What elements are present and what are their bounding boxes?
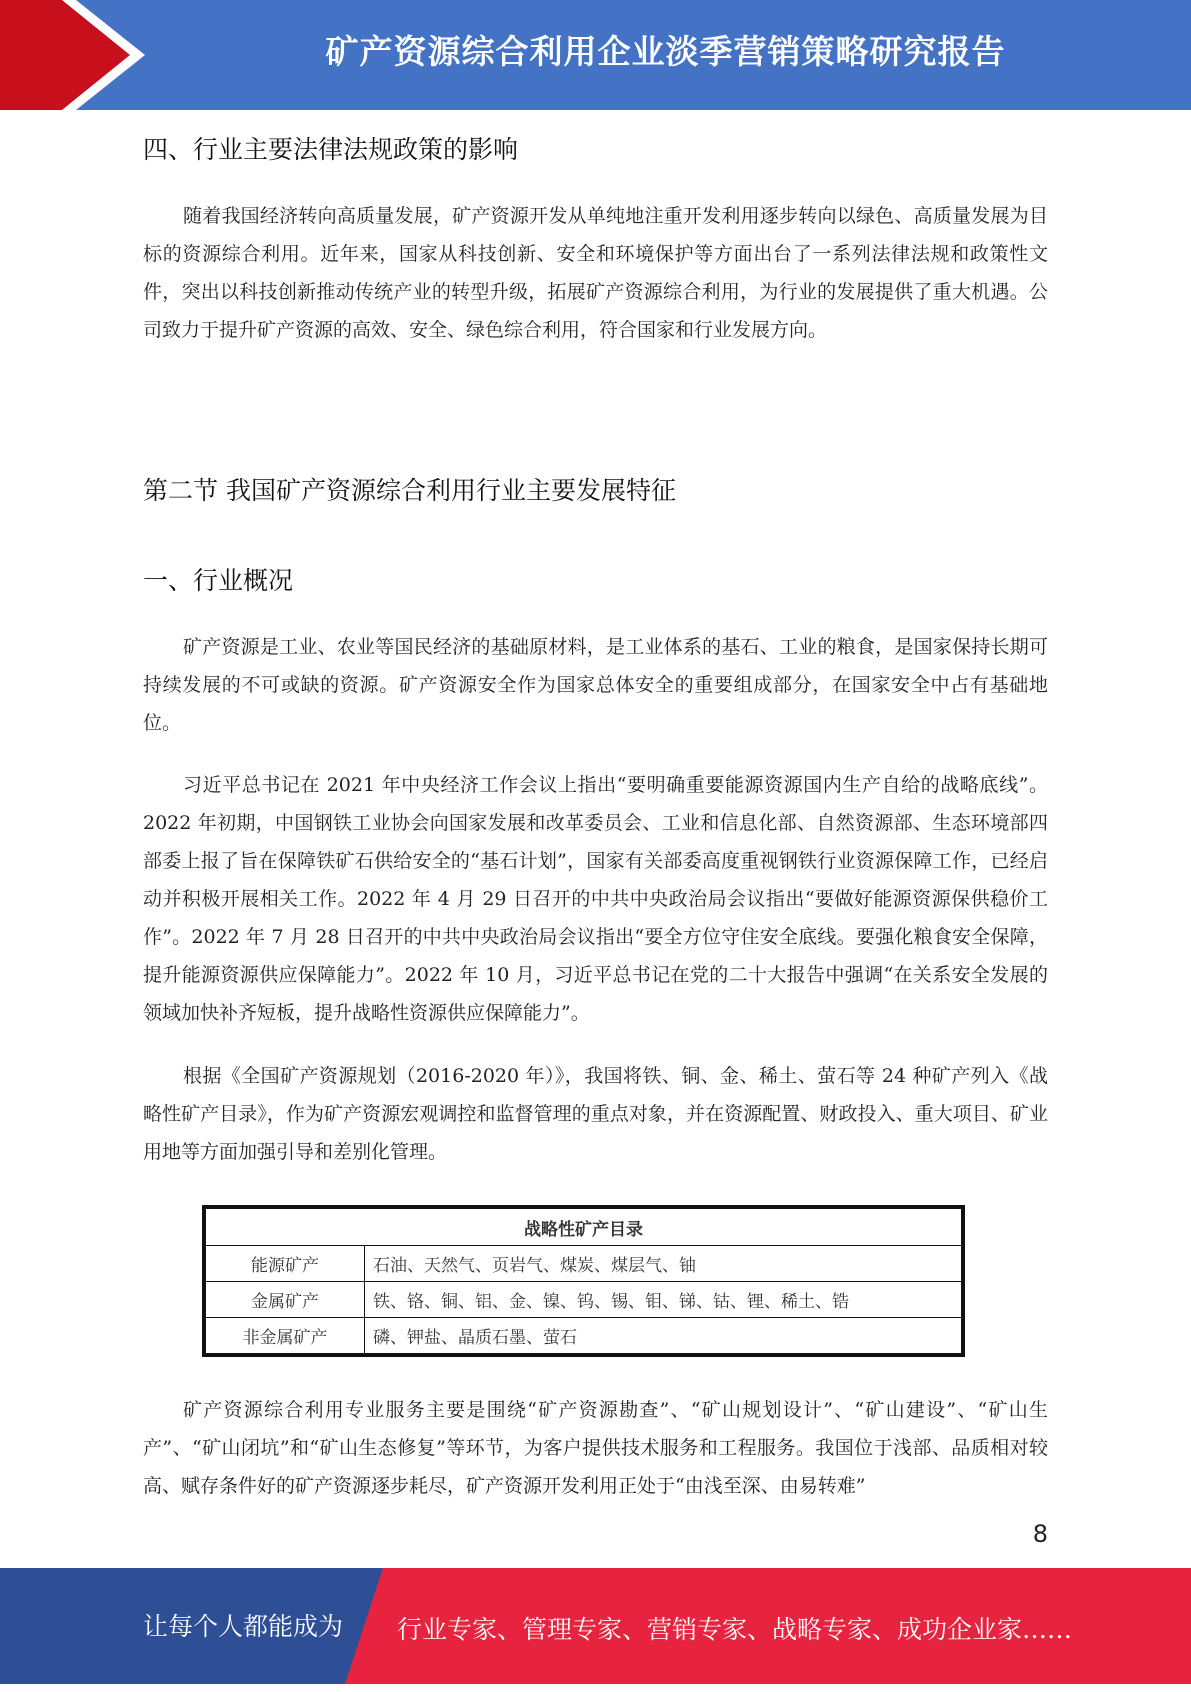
footer-slogan-right: 行业专家、管理专家、营销专家、战略专家、成功企业家…… <box>397 1615 1073 1644</box>
paragraph-overview-3: 根据《全国矿产资源规划（2016-2020 年）》，我国将铁、铜、金、稀土、萤石等 24 种矿产列入《战略性矿产目录》，作为矿产资源宏观调控和监督管理的重点对象，并在资源配置、财政投入、重大项目、矿业用地等方面加强引导和差别化管理。 <box>143 1065 1048 1163</box>
page-number: 8 <box>1032 1520 1048 1548</box>
paragraph-laws: 随着我国经济转向高质量发展，矿产资源开发从单纯地注重开发利用逐步转向以绿色、高质量发展为目标的资源综合利用。近年来，国家从科技创新、安全和环境保护等方面出台了一系列法律法规和政策性文件，突出以科技创新推动传统产业的转型升级，拓展矿产资源综合利用，为行业的发展提供了重大机遇。公司致力于提升矿产资源的高效、安全、绿色综合利用，符合国家和行业发展方向。 <box>143 205 1048 341</box>
header-arrow-decoration <box>0 0 150 110</box>
table-row <box>206 1282 962 1318</box>
table-cell-items: 铁、铬、铜、铝、金、镍、钨、锡、钼、锑、钴、锂、稀土、锆 <box>365 1282 962 1318</box>
strategic-minerals-table <box>202 1205 965 1357</box>
table-cell-category: 非金属矿产 <box>206 1318 365 1354</box>
paragraph-overview-1: 矿产资源是工业、农业等国民经济的基础原材料，是工业体系的基石、工业的粮食，是国家保持长期可持续发展的不可或缺的资源。矿产资源安全作为国家总体安全的重要组成部分，在国家安全中占有基础地位。 <box>143 636 1048 734</box>
section-heading-overview: 一、行业概况 <box>143 566 294 595</box>
footer-banner <box>0 1568 1191 1684</box>
report-title: 矿产资源综合利用企业淡季营销策略研究报告 <box>325 32 1006 71</box>
table-cell-category: 能源矿产 <box>206 1246 365 1282</box>
header-banner <box>0 0 1191 110</box>
table-cell-items: 磷、钾盐、晶质石墨、萤石 <box>365 1318 962 1354</box>
chapter-heading: 第二节 我国矿产资源综合利用行业主要发展特征 <box>143 476 676 505</box>
table-title: 战略性矿产目录 <box>206 1209 962 1246</box>
table-row <box>206 1318 962 1354</box>
table-cell-category: 金属矿产 <box>206 1282 365 1318</box>
footer-slogan-left: 让每个人都能成为 <box>143 1612 344 1641</box>
table-row <box>206 1246 962 1282</box>
paragraph-overview-2: 习近平总书记在 2021 年中央经济工作会议上指出“要明确重要能源资源国内生产自给的战略底线”。2022 年初期，中国钢铁工业协会向国家发展和改革委员会、工业和信息化部、自然资源部、生态环境部四部委上报了旨在保障铁矿石供给安全的“基石计划”，国家有关部委高度重视钢铁行业资源保障工作，已经启动并积极开展相关工作。2022 年 4 月 29 日召开的中共中央政治局会议指出“要做好能源资源保供稳价工作”。2022 年 7 月 28 日召开的中共中央政治局会议指出“要全方位守住安全底线。要强化粮食安全保障，提升能源资源供应保障能力”。2022 年 10 月，习近平总书记在党的二十大报告中强调“在关系安全发展的领域加快补齐短板，提升战略性资源供应保障能力”。 <box>143 774 1048 1024</box>
section-heading-laws: 四、行业主要法律法规政策的影响 <box>143 135 519 164</box>
table-cell-items: 石油、天然气、页岩气、煤炭、煤层气、铀 <box>365 1246 962 1282</box>
paragraph-overview-4: 矿产资源综合利用专业服务主要是围绕“矿产资源勘查”、“矿山规划设计”、“矿山建设”、“矿山生产”、“矿山闭坑”和“矿山生态修复”等环节，为客户提供技术服务和工程服务。我国位于浅部、品质相对较高、赋存条件好的矿产资源逐步耗尽，矿产资源开发利用正处于“由浅至深、由易转难” <box>143 1399 1048 1497</box>
